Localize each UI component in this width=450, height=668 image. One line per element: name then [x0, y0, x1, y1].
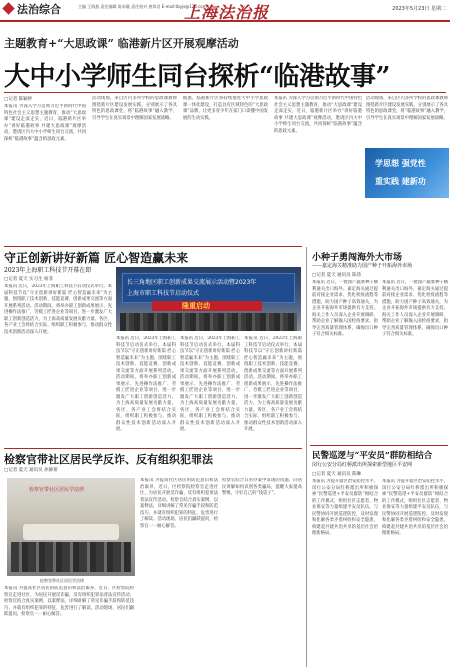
stage-text-line1: 长三角地区职工创新成果交流展示活动暨2023年 [127, 279, 257, 286]
community-photo [7, 478, 135, 576]
tech-festival-subtitle: 2023年上海职工科技节开幕在即 [4, 267, 92, 274]
page-header [0, 0, 450, 22]
patrol-title: 民警巡逻与“平安员”群防相结合 [312, 451, 433, 461]
banner-line-1: 学思想 强党性 [375, 159, 426, 168]
patrol-byline: □记者 夏天 通讯员 陈琳 [312, 472, 362, 477]
tech-festival-body: 本报讯 近日，2023年上海职工科技节启动仪式举行。本届科技节以“守正创新讲好新篇 匠心智造赢未来”为主题，围绕职工技术创新、技能竞赛、创新成果交流等方面开展系列活动。活动期间，将举办职工创新成果展示、先进操作法推广、劳模工匠进企业等项目，进一步激发广大职工创新创造活力，为上海高质量发展贡献力量。各区、各产业工会将结合实际，组织职工积极参与，推动群众性技术创新活动深入开展。 [4, 284, 112, 335]
stage-screen [122, 273, 295, 303]
seeds-subtitle: ——嘉定海关精准助力国产种子开拓海外市场 [312, 263, 413, 269]
seeds-title: 小种子勇闯海外大市场 [312, 253, 403, 263]
community-body-2: 本报讯 为提高社区居民的防范意识和法治素养，近日，区检察院检察官走进社区，为居民开展反诈骗、反有组织犯罪法普法宣传活动。检察官结合真实案例，以案释法，详细讲解了常见诈骗手段和防范技巧，并就有组织犯罪的特征、危害进行了解读。活动现场，居民们踊跃提问，检察官一一耐心解答。 [140, 478, 218, 529]
seeds-body-1: 本报讯 近日，一批国产蔬菜种子顺利通关出口海外。嘉定海关通过提前对接企业需求、优化检疫流程等措施，助力国产种子高效通关，为企业开拓海外市场提供有力支持。海关工作人员深入企业开展调研，帮助企业了解输入国检疫要求，指导完善质量管理体系，确保出口种子符合相关标准。 [312, 280, 378, 337]
lead-column-4: 本报讯 为深入学习贯彻习近平新时代中国特色社会主义思想主题教育，推动“大思政课”建设走深走实，近日，临港新片区举办“讲好临港故事 共建大思政课”观摩活动，邀请区内大中小学师生同台交流，共同探析“临港故事”蕴含的思政元素。 [274, 96, 362, 134]
red-cloth [152, 301, 262, 311]
divider [4, 92, 446, 93]
patrol-body-2: 本报讯 为提升辖区治安防控水平，闵行公安分局红桥派出所积极探索“民警巡逻+平安员群防”相结合的工作模式，组织社区志愿者、物业保安等力量组建平安员队伍，与民警协同开展巡逻防控，及时发现和化解各类矛盾纠纷和安全隐患，构建起共建共治共享的基层社会治理新格局。 [382, 479, 448, 536]
tech-festival-body-4: 本报讯 近日，2023年上海职工科技节启动仪式举行。本届科技节以“守正创新讲好新篇 匠心智造赢未来”为主题，围绕职工技术创新、技能竞赛、创新成果交流等方面开展系列活动。活动期间，将举办职工创新成果展示、先进操作法推广、劳模工匠进企业等项目，进一步激发广大职工创新创造活力，为上海高质量发展贡献力量。各区、各产业工会将结合实际，组织职工积极参与，推动群众性技术创新活动深入开展。 [244, 336, 302, 432]
patrol-subtitle: 闵行公安分局红桥派出所探索新型地区平安网 [312, 462, 413, 468]
community-byline: □记者 夏天 通讯员 孙静蕾 [4, 468, 58, 473]
meeting-table [23, 524, 119, 540]
tech-festival-body-3: 本报讯 近日，2023年上海职工科技节启动仪式举行。本届科技节以“守正创新讲好新篇 匠心智造赢未来”为主题，围绕职工技术创新、技能竞赛、创新成果交流等方面开展系列活动。活动期间，将举办职工创新成果展示、先进操作法推广、劳模工匠进企业等项目，进一步激发广大职工创新创造活力，为上海高质量发展贡献力量。各区、各产业工会将结合实际，组织职工积极参与，推动群众性技术创新活动深入开展。 [180, 336, 240, 432]
tech-festival-title: 守正创新讲好新篇 匠心智造赢未来 [4, 251, 189, 265]
issue-date: 2023年5月23日 星期二 [392, 6, 446, 12]
lead-byline: □记者 陈颖婷 [4, 97, 33, 102]
divider [4, 246, 302, 247]
lead-column-3: 据悉，临港新片区将持续推进大中小学思政课一体化建设，打造具有区域特色的“大思政课”品牌，让更多青少年在家门口读懂中国发展的生动实践。 [183, 96, 268, 121]
lead-headline: 大中小学师生同台探析“临港故事” [4, 62, 390, 92]
divider [310, 445, 448, 446]
lead-column-5: 活动现场，来自区内多所学校的思政课教师围绕新片区建设发展实践，分别展示了各具特色的思政课堂，将“临港故事”融入教学，引导学生在真实场景中理解国家发展战略。 [366, 96, 448, 121]
lead-column-2: 活动现场，来自区内多所学校的思政课教师围绕新片区建设发展实践，分别展示了各具特色的思政课堂，将“临港故事”融入教学，引导学生在真实场景中理解国家发展战略。 [92, 96, 177, 121]
tech-festival-body-2: 本报讯 近日，2023年上海职工科技节启动仪式举行。本届科技节以“守正创新讲好新篇 匠心智造赢未来”为主题，围绕职工技术创新、技能竞赛、创新成果交流等方面开展系列活动。活动期间，将举办职工创新成果展示、先进操作法推广、劳模工匠进企业等项目，进一步激发广大职工创新创造活力，为上海高质量发展贡献力量。各区、各产业工会将结合实际，组织职工积极参与，推动群众性技术创新活动深入开展。 [116, 336, 176, 432]
tech-festival-byline: □记者 夏天 实习生 杨菲 [4, 277, 54, 282]
community-body-1: 本报讯 为提高社区居民的防范意识和法治素养，近日，区检察院检察官走进社区，为居民开展反诈骗、反有组织犯罪法普法宣传活动。检察官结合真实案例，以案释法，详细讲解了常见诈骗手段和防范技巧，并就有组织犯罪的特征、危害进行了解读。活动现场，居民们踊跃提问，检察官一一耐心解答。 [4, 586, 134, 617]
theme-banner [365, 148, 449, 198]
launch-ceremony-photo [116, 267, 301, 331]
banner-line-2: 重实践 建新功 [375, 177, 426, 186]
patrol-body-1: 本报讯 为提升辖区治安防控水平，闵行公安分局红桥派出所积极探索“民警巡逻+平安员群防”相结合的工作模式，组织社区志愿者、物业保安等力量组建平安员队伍，与民警协同开展巡逻防控，及时发现和化解各类矛盾纠纷和安全隐患，构建起共建共治共享的基层社会治理新格局。 [312, 479, 378, 536]
community-body-3: 检察官结合日常办案中发现的问题，向居民讲解如何识别各类骗局，提醒大家提高警惕，守好自己的“钱袋子”。 [222, 478, 302, 496]
lead-column-1: 本报讯 为深入学习贯彻习近平新时代中国特色社会主义思想主题教育，推动“大思政课”建设走深走实，近日，临港新片区举办“讲好临港故事 共建大思政课”观摩活动，邀请区内大中小学师生同台交流，共同探析“临港故事”蕴含的思政元素。 [4, 104, 86, 142]
column-divider [306, 247, 307, 667]
divider [4, 448, 302, 449]
community-title: 检察官带社区居民学反诈、反有组织犯罪法 [4, 453, 213, 466]
photo-caption: 检察官带社区居民学法律 [40, 578, 84, 583]
stage-text-line2: 上海市职工科技节启动仪式 [127, 290, 200, 297]
diamond-logo-icon [2, 2, 14, 14]
lead-kicker: 主题教育+“大思政课” 临港新片区开展观摩活动 [4, 37, 239, 50]
editor-info: 主编 王海燕 责任编辑 陈承璇 责任校对 唐邦君 E-mail:tbyjs@126.com [78, 4, 207, 9]
seeds-body-2: 本报讯 近日，一批国产蔬菜种子顺利通关出口海外。嘉定海关通过提前对接企业需求、优化检疫流程等措施，助力国产种子高效通关，为企业开拓海外市场提供有力支持。海关工作人员深入企业开展调研，帮助企业了解输入国检疫要求，指导完善质量管理体系，确保出口种子符合相关标准。 [382, 280, 448, 337]
cloth-text: 隆重启动 [182, 301, 210, 310]
wall-slogan: 检察官带社区居民学法律 [29, 487, 85, 493]
crowd [120, 313, 297, 331]
seeds-byline: □记者 夏天 通讯员 陈琦 [312, 273, 362, 278]
masthead: 上海法治报 [184, 3, 270, 22]
residents [11, 542, 131, 572]
section-title: 法治综合 [17, 3, 61, 16]
